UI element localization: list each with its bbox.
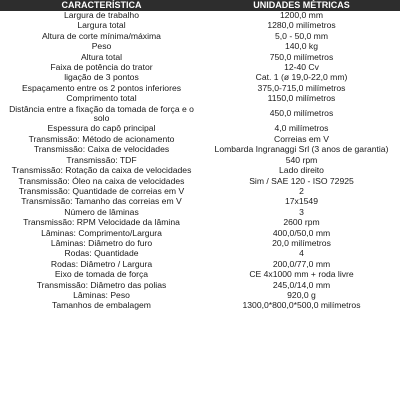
table-row	[0, 63, 400, 73]
row-characteristic: Transmissão: RPM Velocidade da lâmina	[0, 218, 203, 228]
row-metric-value: 375,0-715,0 milímetros	[203, 83, 400, 93]
row-characteristic: Transmissão: Método de acionamento	[0, 134, 203, 144]
row-metric-value: 920,0 g	[203, 290, 400, 300]
row-metric-value: Lombarda Ingranaggi Srl (3 anos de garantia)	[203, 145, 400, 155]
row-characteristic: Comprimento total	[0, 94, 203, 104]
table-row	[0, 280, 400, 290]
row-metric-value: 450,0 milímetros	[203, 104, 400, 124]
row-metric-value: 400,0/50,0 mm	[203, 228, 400, 238]
row-metric-value: 1300,0*800,0*500,0 milímetros	[203, 301, 400, 311]
row-metric-value: Lado direito	[203, 166, 400, 176]
table-row	[0, 145, 400, 155]
table-body	[0, 11, 400, 311]
table-row	[0, 73, 400, 83]
table-row	[0, 83, 400, 93]
row-characteristic: Lâminas: Peso	[0, 290, 203, 300]
row-metric-value: 2600 rpm	[203, 218, 400, 228]
table-row	[0, 124, 400, 134]
table-row	[0, 11, 400, 21]
table-row	[0, 155, 400, 165]
row-characteristic: Altura total	[0, 52, 203, 62]
table-row	[0, 228, 400, 238]
row-characteristic: Transmissão: Quantidade de correias em V	[0, 186, 203, 196]
row-metric-value: Sim / SAE 120 - ISO 72925	[203, 176, 400, 186]
table-row	[0, 134, 400, 144]
row-characteristic: Espessura do capô principal	[0, 124, 203, 134]
table-row	[0, 94, 400, 104]
row-characteristic: Lâminas: Diâmetro do furo	[0, 238, 203, 248]
row-characteristic: Espaçamento entre os 2 pontos inferiores	[0, 83, 203, 93]
row-characteristic: Distância entre a fixação da tomada de força e o solo	[0, 104, 203, 124]
table-row	[0, 104, 400, 124]
row-characteristic: Transmissão: TDF	[0, 155, 203, 165]
table-row	[0, 290, 400, 300]
table-row	[0, 238, 400, 248]
row-characteristic: Transmissão: Tamanho das correias em V	[0, 197, 203, 207]
table-row	[0, 197, 400, 207]
table-row	[0, 249, 400, 259]
row-metric-value: Cat. 1 (ø 19,0-22,0 mm)	[203, 73, 400, 83]
row-metric-value: 3	[203, 207, 400, 217]
row-characteristic: Peso	[0, 42, 203, 52]
row-metric-value: CE 4x1000 mm + roda livre	[203, 270, 400, 280]
table-row	[0, 176, 400, 186]
row-metric-value: 750,0 milímetros	[203, 52, 400, 62]
row-characteristic: Largura de trabalho	[0, 11, 203, 21]
row-characteristic: Rodas: Diâmetro / Largura	[0, 259, 203, 269]
row-metric-value: 4	[203, 249, 400, 259]
row-metric-value: 540 rpm	[203, 155, 400, 165]
row-metric-value: 5,0 - 50,0 mm	[203, 31, 400, 41]
table-row	[0, 270, 400, 280]
row-characteristic: ligação de 3 pontos	[0, 73, 203, 83]
table-row	[0, 166, 400, 176]
row-metric-value: 245,0/14,0 mm	[203, 280, 400, 290]
row-characteristic: Largura total	[0, 21, 203, 31]
table-row	[0, 301, 400, 311]
row-metric-value: 4,0 milímetros	[203, 124, 400, 134]
row-characteristic: Transmissão: Diâmetro das polias	[0, 280, 203, 290]
row-metric-value: 140,0 kg	[203, 42, 400, 52]
row-characteristic: Rodas: Quantidade	[0, 249, 203, 259]
header-metric-units: UNIDADES MÉTRICAS	[203, 0, 400, 11]
table-row	[0, 31, 400, 41]
table-row	[0, 186, 400, 196]
table-header	[0, 0, 400, 11]
table-row	[0, 218, 400, 228]
row-metric-value: 20,0 milímetros	[203, 238, 400, 248]
table-row	[0, 21, 400, 31]
row-metric-value: 1200,0 mm	[203, 11, 400, 21]
row-characteristic: Transmissão: Caixa de velocidades	[0, 145, 203, 155]
row-characteristic: Lâminas: Comprimento/Largura	[0, 228, 203, 238]
row-metric-value: 12-40 Cv	[203, 63, 400, 73]
row-characteristic: Faixa de potência do trator	[0, 63, 203, 73]
header-characteristic: CARACTERÍSTICA	[0, 0, 203, 11]
row-metric-value: 1280,0 milímetros	[203, 21, 400, 31]
table-row	[0, 52, 400, 62]
row-metric-value: Correias em V	[203, 134, 400, 144]
row-characteristic: Eixo de tomada de força	[0, 270, 203, 280]
header-row	[0, 0, 400, 11]
row-characteristic: Transmissão: Óleo na caixa de velocidades	[0, 176, 203, 186]
row-metric-value: 200,0/77,0 mm	[203, 259, 400, 269]
row-characteristic: Altura de corte mínima/máxima	[0, 31, 203, 41]
row-metric-value: 2	[203, 186, 400, 196]
table-row	[0, 259, 400, 269]
row-characteristic: Transmissão: Rotação da caixa de velocidades	[0, 166, 203, 176]
table-row	[0, 207, 400, 217]
row-metric-value: 17x1549	[203, 197, 400, 207]
row-characteristic: Número de lâminas	[0, 207, 203, 217]
row-characteristic: Tamanhos de embalagem	[0, 301, 203, 311]
row-metric-value: 1150,0 milímetros	[203, 94, 400, 104]
table-row	[0, 42, 400, 52]
